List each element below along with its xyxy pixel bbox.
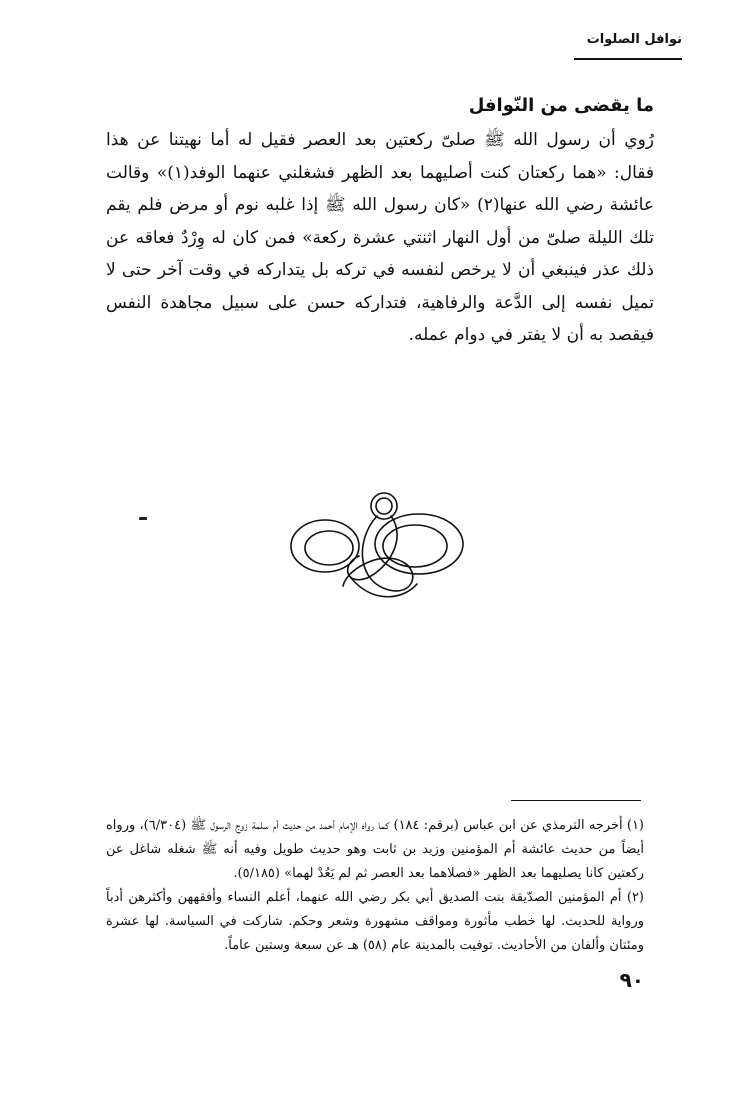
body-paragraph: رُوي أن رسول الله ﷺ صلىّ ركعتين بعد العصر فقيل له أما نهيتنا عن هذا فقال: «هما ركعتان كنت أصليهما بعد الظهر فشغلني عنهما الوفد(١)» وقالت عائشة رضي الله عنها(٢) «كان رسول الله ﷺ إذا غلبه نوم أو مرض فلم يقم تلك الليلة صلىّ من أول النهار اثنتي عشرة ركعة» فمن كان له وِرْدٌ فعاقه عن ذلك عذر فينبغي أن لا يرخص لنفسه في تركه بل يتداركه في وقت آخر حتى لا تميل نفسه إلى الدَّعة والرفاهية، فتداركه حسن على سبيل مجاهدة النفس فيقصد به أن لا يفتر في دوام عمله.	[106, 130, 655, 345]
header-rule	[574, 58, 682, 60]
running-head: نوافل الصلوات	[586, 32, 682, 47]
footnote-rule	[511, 800, 641, 801]
section-title: ما يقضى من النّوافل	[468, 95, 654, 116]
ornament-flourish-icon	[285, 486, 467, 604]
ink-speck	[139, 517, 147, 520]
footnotes-block	[106, 814, 644, 958]
page-number: ٩٠	[619, 968, 644, 992]
main-text-block	[106, 92, 654, 352]
footnote-1: (١) أخرجه الترمذي عن ابن عباس (برقم: ١٨٤) كما رواه الإمام أحمد من حديث أم سلمة زوج الرسول ﷺ (٦/٣٠٤)، ورواه أيضاً من حديث عائشة أم المؤمنين وزيد بن ثابت وهو حديث طويل وفيه أنه ﷺ شغله شاغل عن ركعتين كانا يصليهما بعد الظهر «فصلاهما بعد العصر ثم لم يَعُدْ لهما» (٥/١٨٥).	[106, 818, 644, 881]
footnote-2: (٢) أم المؤمنين الصدّيقة بنت الصديق أبي بكر رضي الله عنهما، أعلم النساء وأفقههن وأكثرهن أدباً ورواية للحديث. لها خطب مأثورة ومواقف مشهورة وشعر وحكم. شاركت في السياسة. لها عشرة ومئتان وألفان من الأحاديث. توفيت بالمدينة عام (٥٨) هـ عن سبعة وستين عاماً.	[106, 890, 644, 953]
